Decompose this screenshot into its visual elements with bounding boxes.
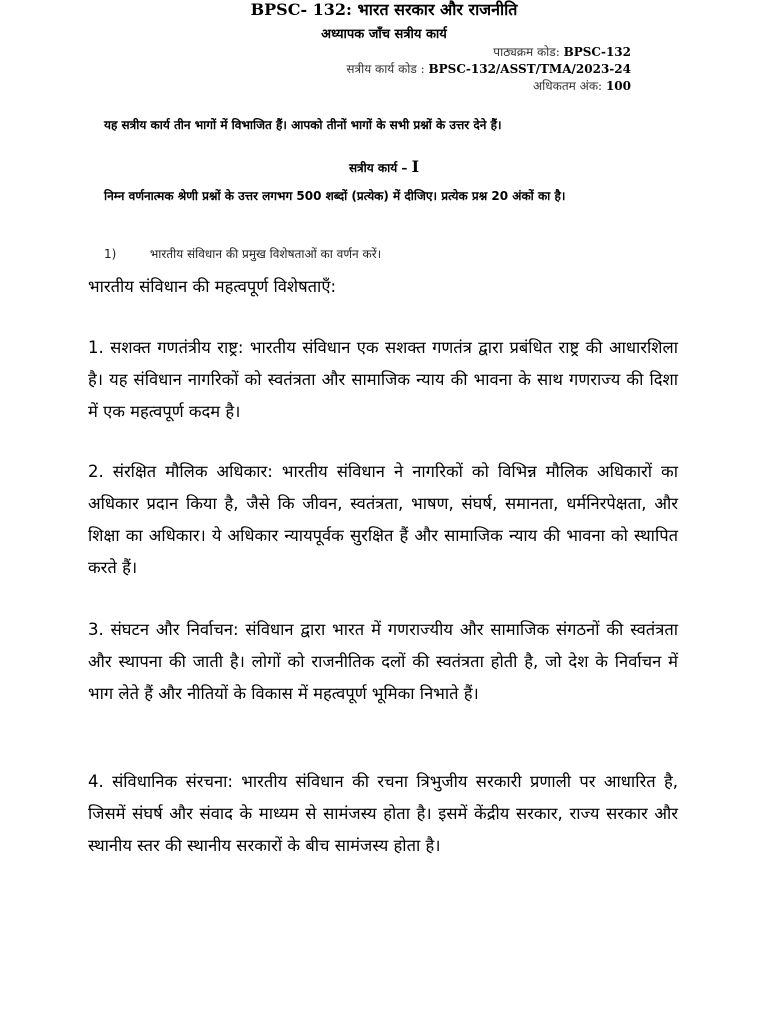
max-marks-row xyxy=(533,78,631,94)
max-marks-value: 100 xyxy=(605,79,631,93)
assignment-code-label: सत्रीय कार्य कोड : xyxy=(346,62,425,76)
question-item xyxy=(104,245,381,263)
document-title: BPSC- 132: भारत सरकार और राजनीति xyxy=(250,0,518,19)
assignment-code-value: BPSC-132/ASST/TMA/2023-24 xyxy=(428,62,631,76)
answer-paragraph: 1. सशक्त गणतंत्रीय राष्ट्र: भारतीय संविधान एक सशक्त गणतंत्र द्वारा प्रबंधित राष्ट्र की आधारशिला है। यह संविधान नागरिकों को स्वतंत्रता और सामाजिक न्याय की भावना के साथ गणराज्य की दिशा में एक महत्वपूर्ण कदम है। xyxy=(88,338,678,421)
section-label: सत्रीय कार्य – xyxy=(348,161,408,175)
section-roman-numeral: I xyxy=(411,157,420,176)
instruction-text: यह सत्रीय कार्य तीन भागों में विभाजित हैं। आपको तीनों भागों के सभी प्रश्नों के उत्तर देने हैं। xyxy=(104,118,502,132)
max-marks-label: अधिकतम अंक: xyxy=(532,79,603,93)
course-code-value: BPSC-132 xyxy=(563,45,631,59)
document-subtitle: अध्यापक जाँच सत्रीय कार्य xyxy=(321,27,447,42)
question-number: 1) xyxy=(104,247,117,261)
answer-paragraph: 3. संघटन और निर्वाचन: संविधान द्वारा भारत में गणराज्यीय और सामाजिक संगठनों की स्वतंत्रता और स्थापना की जाती है। लोगों को राजनीतिक दलों की स्वतंत्रता होती है, जो देश के निर्वाचन में भाग लेते हैं और नीतियों के विकास में महत्वपूर्ण भूमिका निभाते हैं। xyxy=(88,620,678,703)
course-code-label: पाठ्यक्रम कोड: xyxy=(493,45,560,59)
answer-heading: भारतीय संविधान की महत्वपूर्ण विशेषताएँ: xyxy=(88,277,337,296)
assignment-code-row xyxy=(346,61,631,77)
question-text: भारतीय संविधान की प्रमुख विशेषताओं का वर्णन करें। xyxy=(149,247,382,261)
section-heading xyxy=(0,157,768,178)
course-code-row xyxy=(493,44,631,60)
answer-paragraph: 2. संरक्षित मौलिक अधिकार: भारतीय संविधान ने नागरिकों को विभिन्न मौलिक अधिकारों का अधिकार प्रदान किया है, जैसे कि जीवन, स्वतंत्रता, भाषण, संघर्ष, समानता, धर्मनिरपेक्षता, और शिक्षा का अधिकार। ये अधिकार न्यायपूर्वक सुरक्षित हैं और सामाजिक न्याय की भावना को स्थापित करते हैं। xyxy=(88,462,678,577)
section-directions: निम्न वर्णनात्मक श्रेणी प्रश्नों के उत्तर लगभग 500 शब्दों (प्रत्येक) में दीजिए। प्रत्येक प्रश्न 20 अंकों का है। xyxy=(104,189,566,203)
answer-paragraph: 4. संविधानिक संरचना: भारतीय संविधान की रचना त्रिभुजीय सरकारी प्रणाली पर आधारित है, जिसमें संघर्ष और संवाद के माध्यम से सामंजस्य होता है। इसमें केंद्रीय सरकार, राज्य सरकार और स्थानीय स्तर की स्थानीय सरकारों के बीच सामंजस्य होता है। xyxy=(88,772,678,855)
